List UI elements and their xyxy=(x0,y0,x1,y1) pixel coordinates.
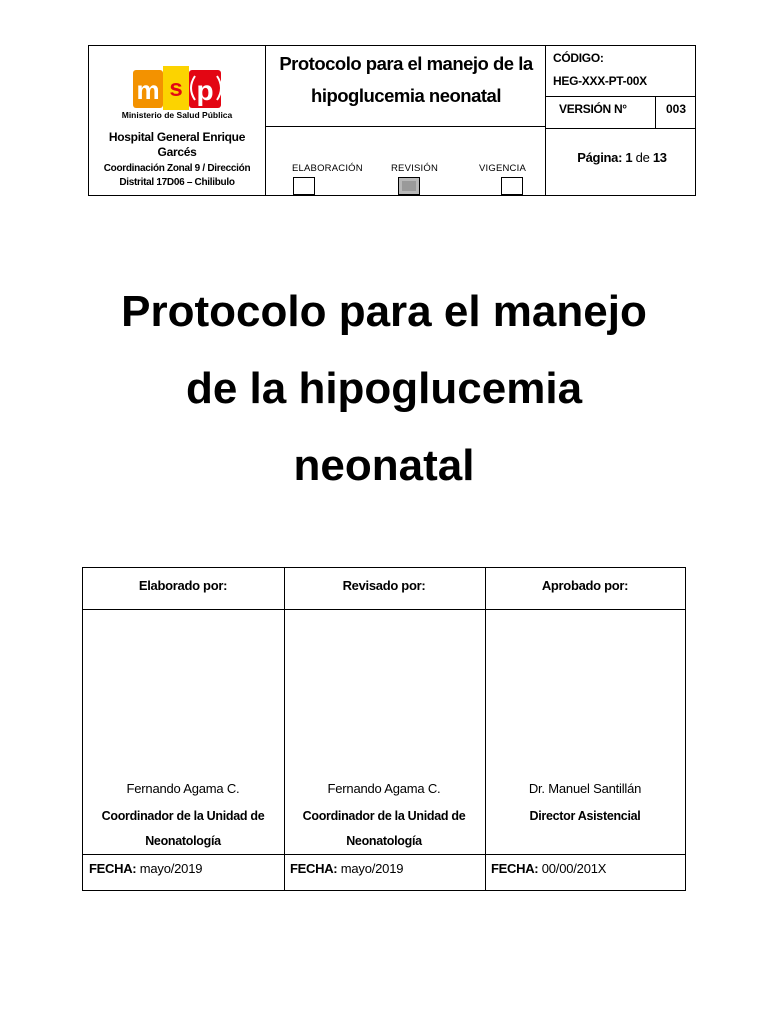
role-line: Coordinador de la Unidad de xyxy=(101,809,265,823)
role-line: Director Asistencial xyxy=(529,809,641,823)
role-line: Coordinador de la Unidad de xyxy=(302,809,466,823)
ministry-label: Ministerio de Salud Pública xyxy=(121,110,233,120)
checkbox-revision[interactable] xyxy=(398,177,420,195)
hospital-name: Hospital General Enrique Garcés xyxy=(108,130,246,159)
checkbox-elaboracion[interactable] xyxy=(293,177,315,195)
header-title: Protocolo para el manejo de la hipoglucemia neonatal xyxy=(279,53,533,106)
page-number xyxy=(547,150,697,165)
page-label: Página: xyxy=(577,150,623,165)
approval-table xyxy=(82,567,686,891)
table-divider xyxy=(83,609,685,610)
version-value: 003 xyxy=(665,102,687,116)
revisado-date xyxy=(290,861,403,876)
version-label: VERSIÓN N° xyxy=(559,102,627,116)
date-label: FECHA: xyxy=(290,861,338,876)
msp-logo-icon xyxy=(133,66,223,110)
aprobado-date xyxy=(491,861,606,876)
status-label-revision: REVISIÓN xyxy=(391,163,438,174)
header-divider xyxy=(546,128,695,129)
elaborado-date xyxy=(89,861,202,876)
msp-logo xyxy=(89,46,265,126)
codigo-value: HEG-XXX-PT-00X xyxy=(553,74,647,88)
revisado-heading: Revisado por: xyxy=(342,578,426,593)
document-title xyxy=(60,273,708,504)
revisado-role xyxy=(284,804,484,854)
svg-text:m: m xyxy=(136,75,160,105)
date-label: FECHA: xyxy=(89,861,137,876)
aprobado-heading: Aprobado por: xyxy=(541,578,629,593)
hospital-subtitle: Coordinación Zonal 9 / Dirección Distrital 17D06 – Chilibulo xyxy=(103,163,251,188)
date-value: mayo/2019 xyxy=(340,861,404,876)
codigo-label: CÓDIGO: xyxy=(553,51,604,65)
elaborado-heading: Elaborado por: xyxy=(138,578,228,593)
aprobado-name: Dr. Manuel Santillán xyxy=(528,781,642,796)
page-current: 1 xyxy=(625,150,633,165)
date-value: 00/00/201X xyxy=(541,861,607,876)
role-line: Neonatología xyxy=(145,834,221,848)
aprobado-role xyxy=(485,804,685,829)
status-label-vigencia: VIGENCIA xyxy=(479,163,526,174)
document-header-table xyxy=(88,45,696,196)
svg-text:p: p xyxy=(196,75,214,106)
svg-text:s: s xyxy=(169,75,183,102)
document-title-line: de la hipoglucemia xyxy=(185,364,583,413)
role-line: Neonatología xyxy=(346,834,422,848)
document-title-line: neonatal xyxy=(293,441,475,490)
elaborado-name: Fernando Agama C. xyxy=(126,781,240,796)
table-divider xyxy=(83,854,685,855)
table-divider xyxy=(485,568,486,890)
header-divider xyxy=(266,126,546,127)
page-total: 13 xyxy=(652,150,667,165)
header-divider xyxy=(546,96,695,97)
date-label: FECHA: xyxy=(491,861,539,876)
document-title-line: Protocolo para el manejo xyxy=(121,287,647,336)
revisado-name: Fernando Agama C. xyxy=(327,781,441,796)
hospital-block xyxy=(89,130,265,190)
checkbox-vigencia[interactable] xyxy=(501,177,523,195)
page-of: de xyxy=(635,150,650,165)
elaborado-role xyxy=(83,804,283,854)
status-label-elaboracion: ELABORACIÓN xyxy=(292,163,363,174)
date-value: mayo/2019 xyxy=(139,861,203,876)
